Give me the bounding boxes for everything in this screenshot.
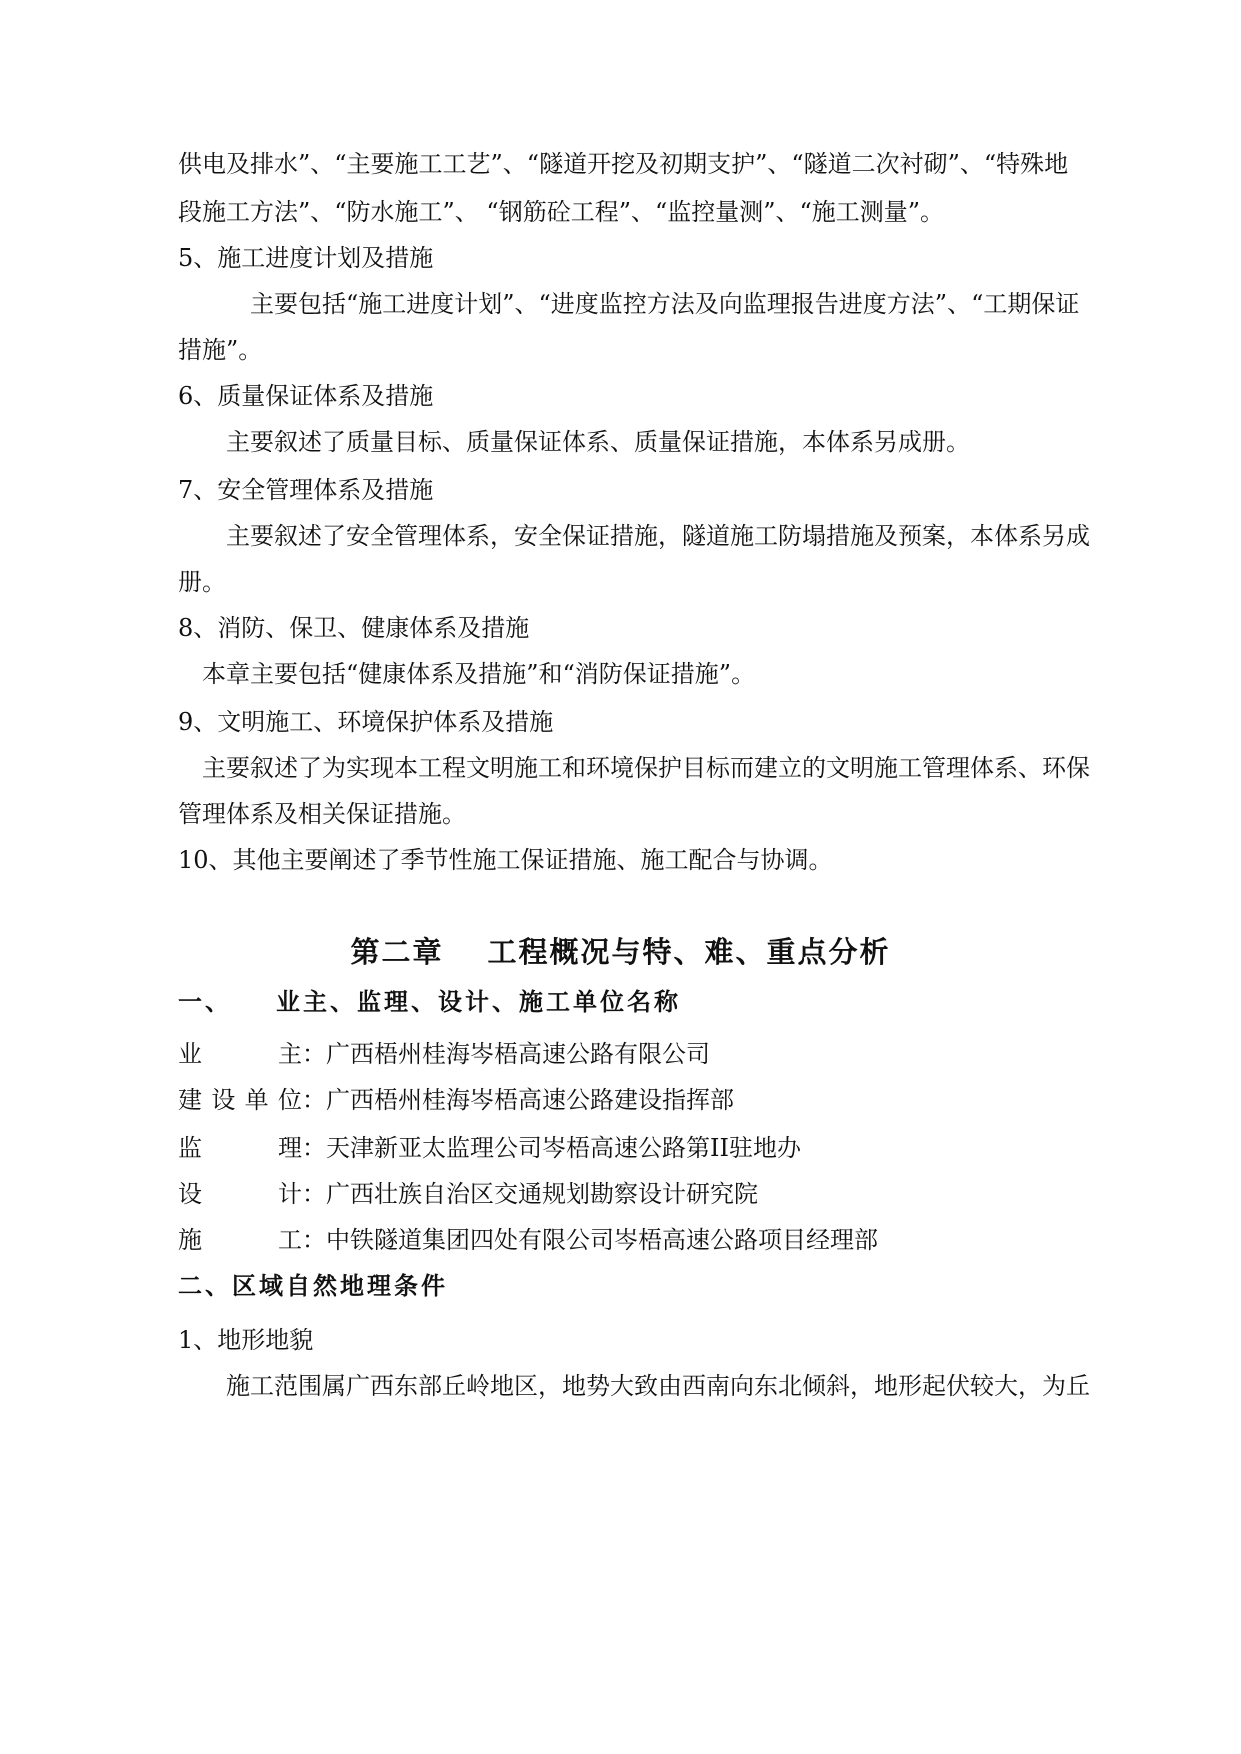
info-row-builder: 建设单位：广西梧州桂海岑梧高速公路建设指挥部 bbox=[178, 1086, 734, 1114]
item-9-heading: 9、文明施工、环境保护体系及措施 bbox=[178, 708, 554, 736]
intro-line-2: 段施工方法”、“防水施工”、 “钢筋砼工程”、“监控量测”、“施工测量”。 bbox=[178, 198, 945, 226]
item-8-text-1: 本章主要包括“健康体系及措施”和“消防保证措施”。 bbox=[202, 660, 756, 688]
info-value-contractor: 中铁隧道集团四处有限公司岑梧高速公路项目经理部 bbox=[326, 1226, 878, 1254]
info-label-designer: 设计 bbox=[178, 1180, 302, 1208]
info-label-contractor: 施工 bbox=[178, 1226, 302, 1254]
item-6-heading: 6、质量保证体系及措施 bbox=[178, 382, 434, 410]
section-2-title: 二、区域自然地理条件 bbox=[178, 1272, 448, 1300]
item-7-text-1: 主要叙述了安全管理体系，安全保证措施，隧道施工防塌措施及预案，本体系另成 bbox=[226, 522, 1090, 550]
section-1-number: 一、 bbox=[178, 988, 232, 1016]
info-row-supervisor: 监理：天津新亚太监理公司岑梧高速公路第II驻地办 bbox=[178, 1134, 801, 1162]
info-value-builder: 广西梧州桂海岑梧高速公路建设指挥部 bbox=[326, 1086, 734, 1114]
info-row-owner: 业主：广西梧州桂海岑梧高速公路有限公司 bbox=[178, 1040, 710, 1068]
chapter-title bbox=[0, 934, 1241, 970]
item-6-text-1: 主要叙述了质量目标、质量保证体系、质量保证措施，本体系另成册。 bbox=[226, 428, 970, 456]
section-1-name: 业主、监理、设计、施工单位名称 bbox=[276, 988, 681, 1016]
info-value-designer: 广西壮族自治区交通规划勘察设计研究院 bbox=[326, 1180, 758, 1208]
chapter-number: 第二章 bbox=[350, 935, 444, 969]
section-1-title bbox=[178, 986, 681, 1018]
info-label-supervisor: 监理 bbox=[178, 1134, 302, 1162]
intro-line-1: 供电及排水”、“主要施工工艺”、“隧道开挖及初期支护”、“隧道二次衬砌”、“特殊地 bbox=[178, 150, 1069, 178]
chapter-name: 工程概况与特、难、重点分析 bbox=[487, 935, 891, 969]
info-label-builder: 建设单位 bbox=[178, 1086, 302, 1114]
info-value-supervisor: 天津新亚太监理公司岑梧高速公路第II驻地办 bbox=[326, 1134, 801, 1162]
item-5-heading: 5、施工进度计划及措施 bbox=[178, 244, 434, 272]
item-9-text-1: 主要叙述了为实现本工程文明施工和环境保护目标而建立的文明施工管理体系、环保 bbox=[202, 754, 1090, 782]
info-value-owner: 广西梧州桂海岑梧高速公路有限公司 bbox=[326, 1040, 710, 1068]
item-7-text-2: 册。 bbox=[178, 568, 226, 596]
item-10-heading: 10、其他主要阐述了季节性施工保证措施、施工配合与协调。 bbox=[178, 846, 833, 874]
item-8-heading: 8、消防、保卫、健康体系及措施 bbox=[178, 614, 530, 642]
item-7-heading: 7、安全管理体系及措施 bbox=[178, 476, 434, 504]
subsection-terrain-heading: 1、地形地貌 bbox=[178, 1326, 314, 1354]
item-5-text-2: 措施”。 bbox=[178, 336, 263, 364]
info-row-contractor: 施工：中铁隧道集团四处有限公司岑梧高速公路项目经理部 bbox=[178, 1226, 878, 1254]
item-9-text-2: 管理体系及相关保证措施。 bbox=[178, 800, 466, 828]
subsection-terrain-text: 施工范围属广西东部丘岭地区，地势大致由西南向东北倾斜，地形起伏较大，为丘 bbox=[226, 1372, 1090, 1400]
info-label-owner: 业主 bbox=[178, 1040, 302, 1068]
info-row-designer: 设计：广西壮族自治区交通规划勘察设计研究院 bbox=[178, 1180, 758, 1208]
item-5-text-1: 主要包括“施工进度计划”、“进度监控方法及向监理报告进度方法”、“工期保证 bbox=[250, 290, 1080, 318]
